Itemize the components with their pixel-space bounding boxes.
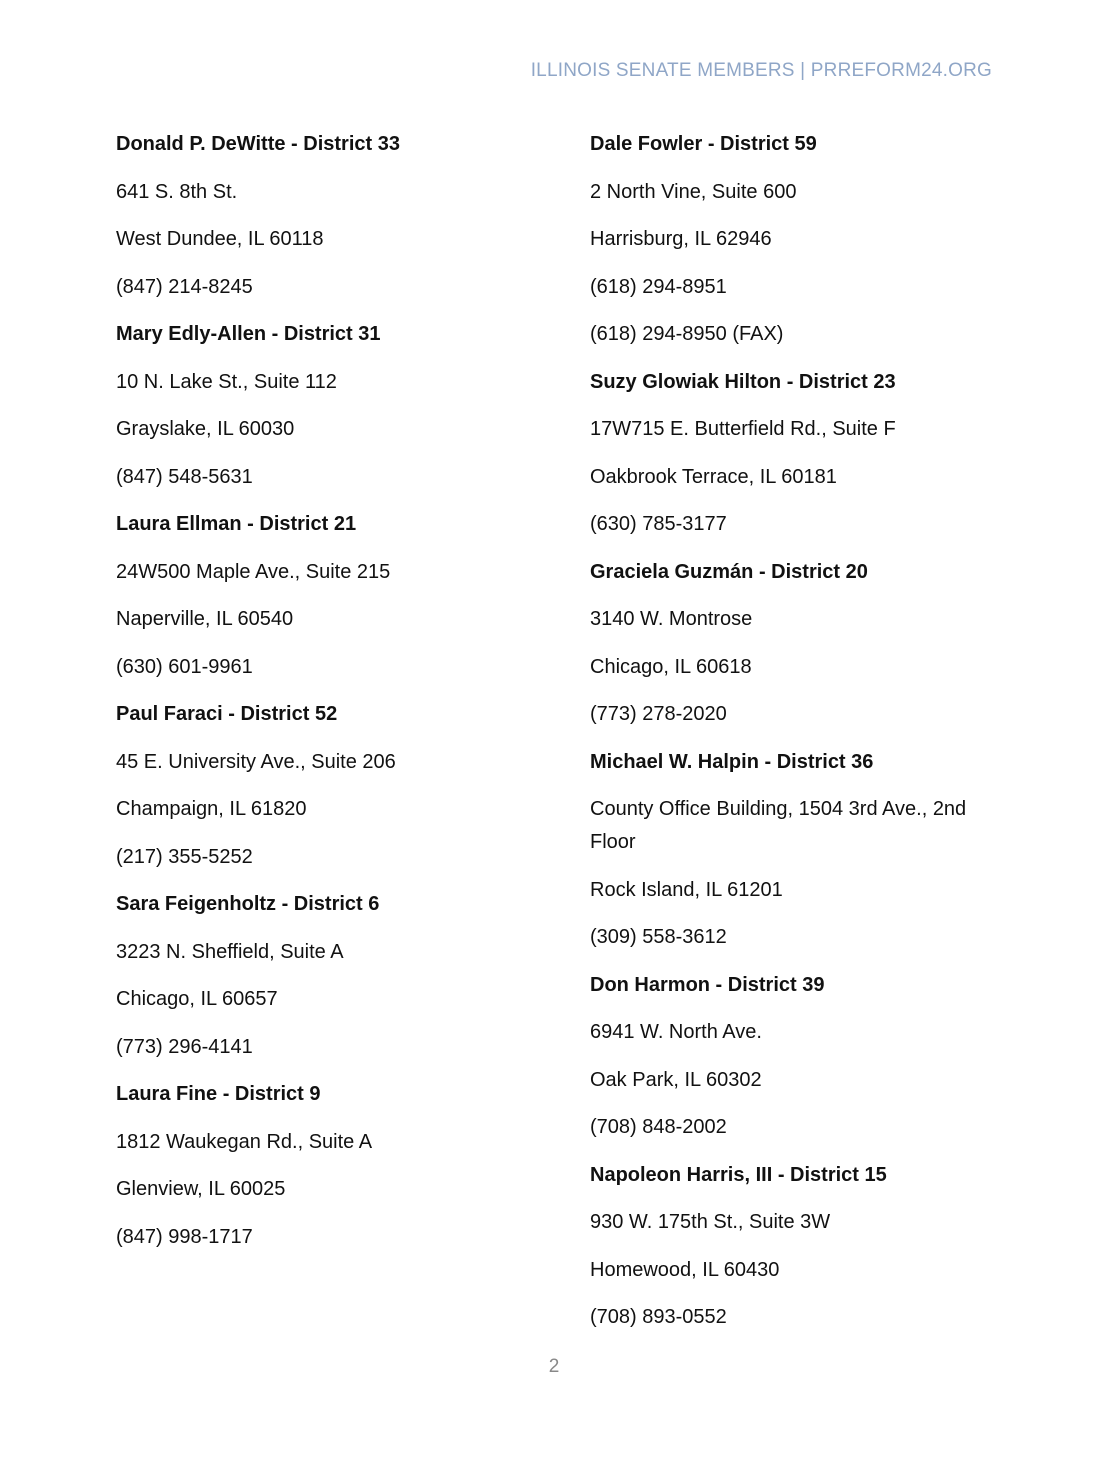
phone-line: (773) 296-4141 — [116, 1035, 253, 1058]
city-line: Chicago, IL 60657 — [116, 988, 278, 1010]
phone-line: (630) 601-9961 — [116, 655, 253, 678]
address-line: 24W500 Maple Ave., Suite 215 — [116, 560, 391, 583]
address-line: 1812 Waukegan Rd., Suite A — [116, 1130, 373, 1153]
phone-line: (847) 998-1717 — [116, 1225, 253, 1248]
city-line: West Dundee, IL 60118 — [116, 228, 324, 250]
city-line: Oak Park, IL 60302 — [590, 1068, 762, 1091]
address-line: 3223 N. Sheffield, Suite A — [116, 940, 344, 963]
senator-name: Napoleon Harris, III - District 15 — [590, 1163, 887, 1186]
senator-entry — [116, 128, 536, 304]
address-line: 6941 W. North Ave. — [590, 1021, 762, 1043]
phone-line: (847) 214-8245 — [116, 275, 253, 298]
senator-name: Paul Faraci - District 52 — [116, 703, 338, 725]
senator-entry — [116, 318, 536, 494]
city-line: Champaign, IL 61820 — [116, 798, 307, 820]
senator-entry — [116, 1078, 536, 1254]
address-line: 10 N. Lake St., Suite 112 — [116, 370, 337, 393]
senator-name: Sara Feigenholtz - District 6 — [116, 893, 380, 915]
city-line: Harrisburg, IL 62946 — [590, 228, 772, 250]
phone-line: (217) 355-5252 — [116, 845, 253, 868]
address-line: 3140 W. Montrose — [590, 608, 753, 630]
fax-line: (618) 294-8950 (FAX) — [590, 323, 784, 345]
page-header: ILLINOIS SENATE MEMBERS | PRREFORM24.ORG — [530, 60, 992, 81]
city-line: Homewood, IL 60430 — [590, 1258, 780, 1281]
page-number: 2 — [548, 1356, 560, 1377]
senator-name: Dale Fowler - District 59 — [590, 133, 817, 155]
address-line: 45 E. University Ave., Suite 206 — [116, 750, 396, 773]
address-line: 17W715 E. Butterfield Rd., Suite F — [590, 418, 896, 440]
city-line: Glenview, IL 60025 — [116, 1178, 286, 1200]
senator-entry — [590, 128, 990, 351]
senator-entry — [116, 508, 536, 684]
senator-name: Don Harmon - District 39 — [590, 973, 825, 996]
phone-line: (618) 294-8951 — [590, 275, 727, 298]
senator-entry — [116, 698, 536, 874]
city-line: Oakbrook Terrace, IL 60181 — [590, 465, 837, 488]
phone-line: (708) 893-0552 — [590, 1306, 727, 1328]
address-line: 641 S. 8th St. — [116, 180, 238, 203]
senator-entry — [590, 1159, 990, 1335]
senator-name: Donald P. DeWitte - District 33 — [116, 133, 400, 155]
address-line: 930 W. 175th St., Suite 3W — [590, 1211, 831, 1233]
phone-line: (630) 785-3177 — [590, 513, 727, 535]
senator-name: Laura Fine - District 9 — [116, 1083, 321, 1105]
phone-line: (708) 848-2002 — [590, 1116, 727, 1138]
left-column — [116, 128, 536, 1268]
senator-entry — [590, 969, 990, 1145]
phone-line: (309) 558-3612 — [590, 926, 727, 948]
phone-line: (847) 548-5631 — [116, 465, 253, 488]
senator-entry — [116, 888, 536, 1064]
address-line: 2 North Vine, Suite 600 — [590, 180, 797, 203]
right-column — [590, 128, 990, 1349]
senator-entry — [590, 366, 990, 542]
city-line: Naperville, IL 60540 — [116, 608, 294, 630]
senator-entry — [590, 556, 990, 732]
address-line: County Office Building, 1504 3rd Ave., 2nd Floor — [590, 798, 967, 853]
senator-name: Laura Ellman - District 21 — [116, 513, 357, 535]
phone-line: (773) 278-2020 — [590, 703, 727, 725]
senator-name: Graciela Guzmán - District 20 — [590, 560, 868, 583]
city-line: Grayslake, IL 60030 — [116, 418, 295, 440]
city-line: Chicago, IL 60618 — [590, 655, 752, 678]
senator-name: Michael W. Halpin - District 36 — [590, 750, 874, 773]
senator-entry — [590, 746, 990, 955]
city-line: Rock Island, IL 61201 — [590, 878, 783, 901]
senator-name: Mary Edly-Allen - District 31 — [116, 323, 381, 345]
senator-name: Suzy Glowiak Hilton - District 23 — [590, 370, 896, 393]
